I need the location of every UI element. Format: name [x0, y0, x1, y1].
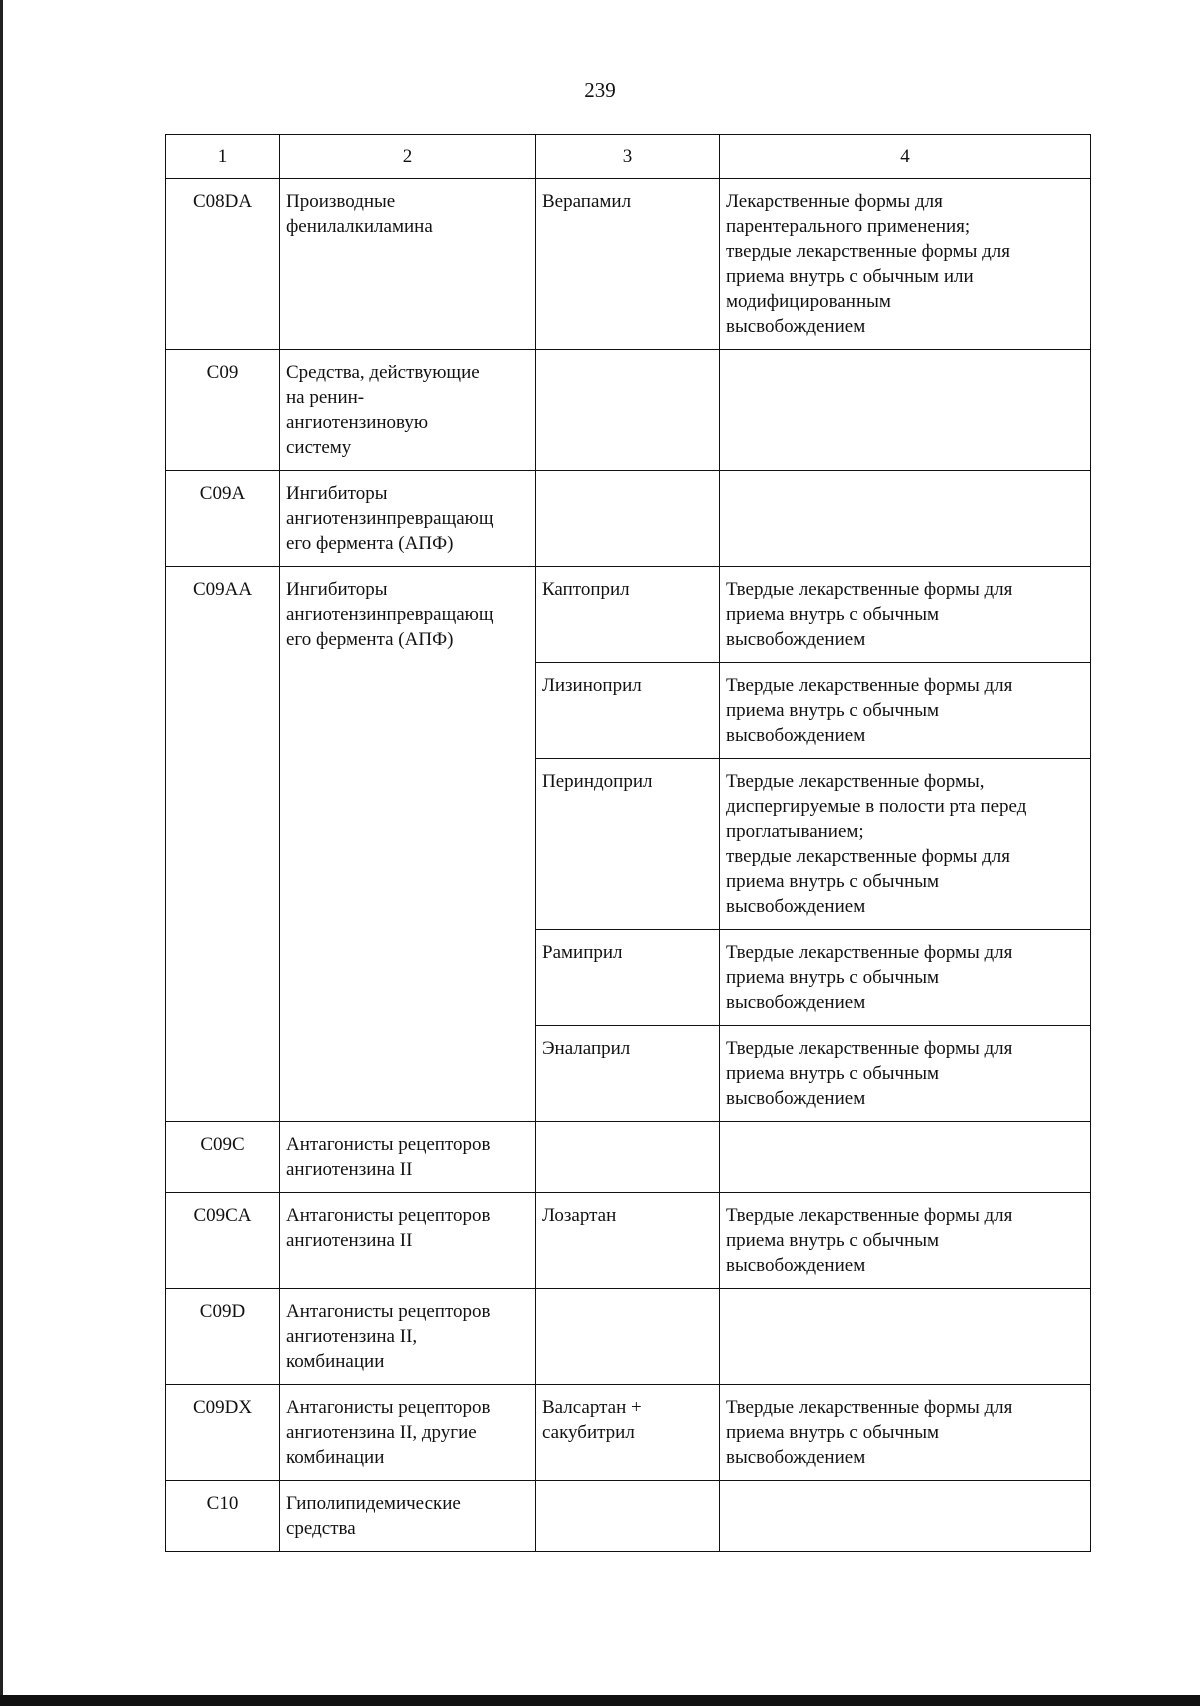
table-row — [166, 567, 1091, 663]
dosage-forms-cell: Твердые лекарственные формы для приема внутрь с обычным высвобождением — [720, 663, 1091, 759]
dosage-forms-cell — [720, 350, 1091, 471]
dosage-forms-cell: Твердые лекарственные формы для приема внутрь с обычным высвобождением — [720, 1193, 1091, 1289]
drug-name-cell: Верапамил — [536, 179, 720, 350]
drug-name-cell: Каптоприл — [536, 567, 720, 663]
atc-code-cell: C10 — [166, 1481, 280, 1552]
dosage-forms-cell: Твердые лекарственные формы для приема внутрь с обычным высвобождением — [720, 1385, 1091, 1481]
dosage-forms-cell: Лекарственные формы для парентерального применения; твердые лекарственные формы для приема внутрь с обычным или модифицированным высвобождением — [720, 179, 1091, 350]
table-row — [166, 179, 1091, 350]
atc-code-cell: C09D — [166, 1289, 280, 1385]
group-name-cell: Антагонисты рецепторов ангиотензина II, другие комбинации — [280, 1385, 536, 1481]
header-cell: 4 — [720, 135, 1091, 179]
table-row — [166, 1289, 1091, 1385]
atc-code-cell: C09C — [166, 1122, 280, 1193]
table-row — [166, 350, 1091, 471]
dosage-forms-cell: Твердые лекарственные формы для приема внутрь с обычным высвобождением — [720, 567, 1091, 663]
dosage-forms-cell: Твердые лекарственные формы для приема внутрь с обычным высвобождением — [720, 930, 1091, 1026]
drug-name-cell — [536, 471, 720, 567]
dosage-forms-cell — [720, 1289, 1091, 1385]
table-row — [166, 1193, 1091, 1289]
drug-name-cell: Рамиприл — [536, 930, 720, 1026]
group-name-cell: Антагонисты рецепторов ангиотензина II — [280, 1193, 536, 1289]
atc-code-cell: C09A — [166, 471, 280, 567]
drug-name-cell: Лизиноприл — [536, 663, 720, 759]
group-name-cell: Ингибиторы ангиотензинпревращающ его фермента (АПФ) — [280, 567, 536, 1122]
page-number: 239 — [584, 78, 616, 102]
dosage-forms-cell: Твердые лекарственные формы, диспергируемые в полости рта перед проглатыванием; твердые лекарственные формы для приема внутрь с обычным высвобождением — [720, 759, 1091, 930]
table-row — [166, 1481, 1091, 1552]
drug-name-cell: Периндоприл — [536, 759, 720, 930]
drug-classification-table — [165, 134, 1091, 1552]
group-name-cell: Гиполипидемические средства — [280, 1481, 536, 1552]
drug-name-cell: Эналаприл — [536, 1026, 720, 1122]
scan-bottom-edge — [0, 1695, 1200, 1706]
atc-code-cell: C09 — [166, 350, 280, 471]
group-name-cell: Ингибиторы ангиотензинпревращающ его фермента (АПФ) — [280, 471, 536, 567]
table-row — [166, 1385, 1091, 1481]
scan-left-edge — [0, 0, 3, 1706]
atc-code-cell: C09CA — [166, 1193, 280, 1289]
dosage-forms-cell: Твердые лекарственные формы для приема внутрь с обычным высвобождением — [720, 1026, 1091, 1122]
drug-name-cell — [536, 1481, 720, 1552]
atc-code-cell: C09DX — [166, 1385, 280, 1481]
table-row — [166, 1122, 1091, 1193]
drug-name-cell — [536, 1122, 720, 1193]
drug-name-cell — [536, 350, 720, 471]
atc-code-cell: C09AA — [166, 567, 280, 1122]
header-cell: 1 — [166, 135, 280, 179]
group-name-cell: Антагонисты рецепторов ангиотензина II, комбинации — [280, 1289, 536, 1385]
table-row — [166, 471, 1091, 567]
drug-name-cell — [536, 1289, 720, 1385]
group-name-cell: Антагонисты рецепторов ангиотензина II — [280, 1122, 536, 1193]
drug-name-cell: Лозартан — [536, 1193, 720, 1289]
table-header-row — [166, 135, 1091, 179]
atc-code-cell: C08DA — [166, 179, 280, 350]
drug-name-cell: Валсартан + сакубитрил — [536, 1385, 720, 1481]
group-name-cell: Средства, действующие на ренин- ангиотензиновую систему — [280, 350, 536, 471]
dosage-forms-cell — [720, 1122, 1091, 1193]
dosage-forms-cell — [720, 471, 1091, 567]
group-name-cell: Производные фенилалкиламина — [280, 179, 536, 350]
header-cell: 3 — [536, 135, 720, 179]
dosage-forms-cell — [720, 1481, 1091, 1552]
header-cell: 2 — [280, 135, 536, 179]
